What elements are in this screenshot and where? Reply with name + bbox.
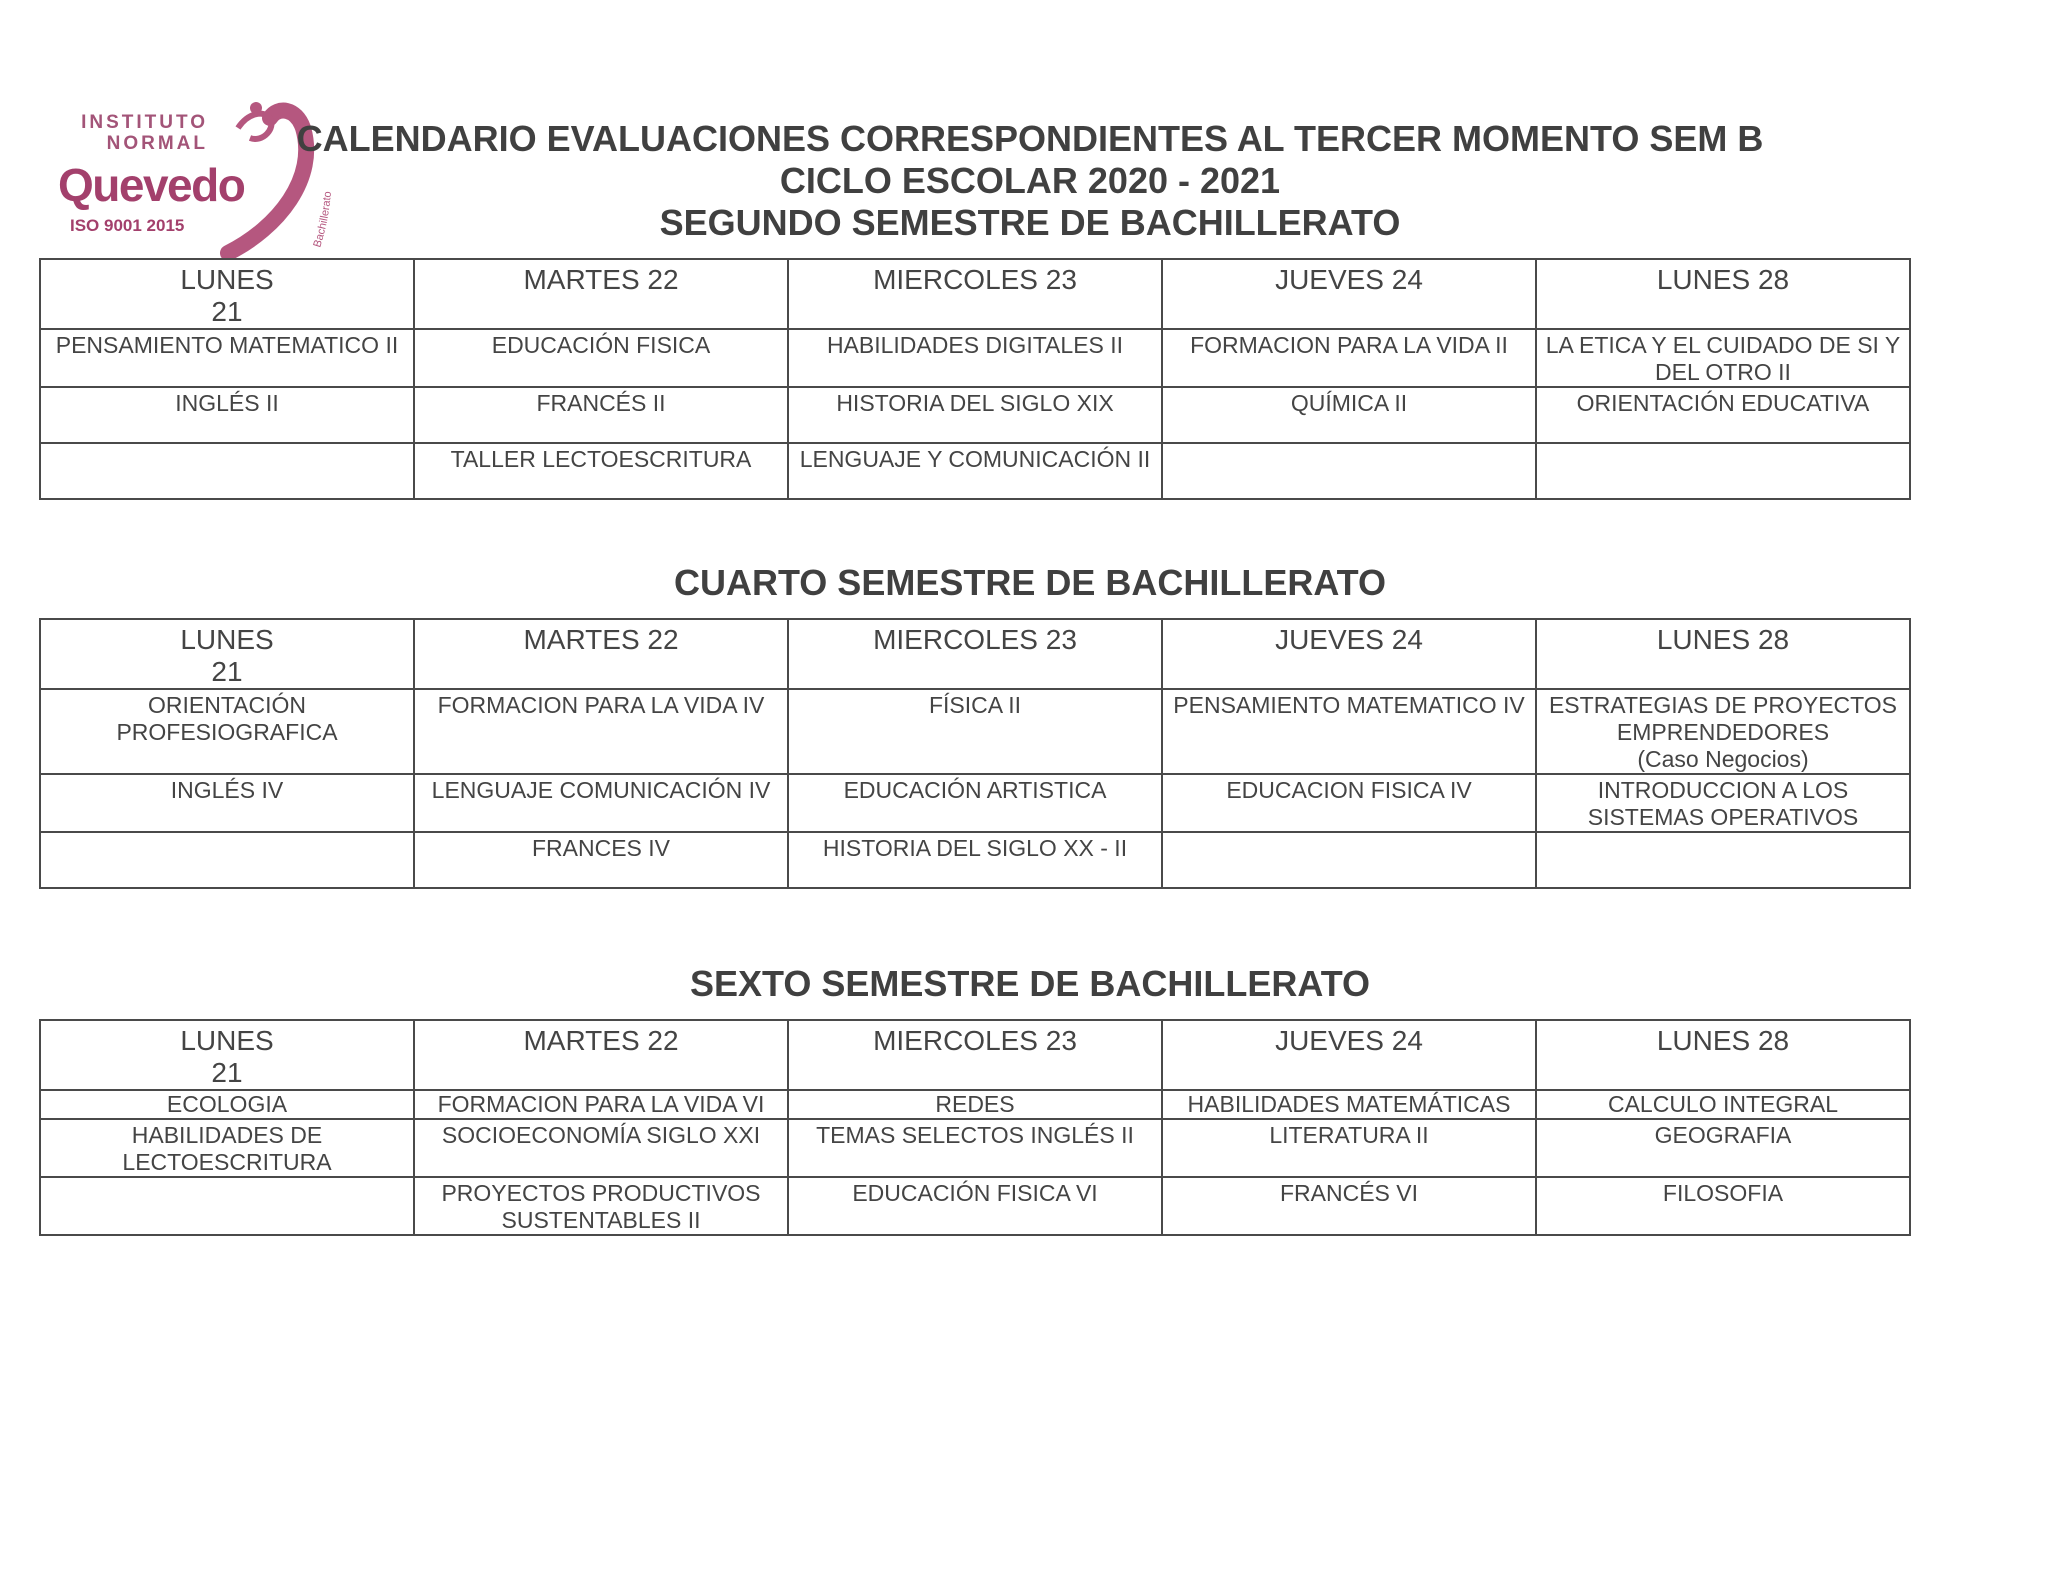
exam-cell: HISTORIA DEL SIGLO XX - II [788,832,1162,888]
exam-cell: CALCULO INTEGRAL [1536,1090,1910,1119]
exam-cell: EDUCACION FISICA IV [1162,774,1536,832]
schedule-table-cuarto [39,618,1911,889]
section-title-cuarto: CUARTO SEMESTRE DE BACHILLERATO [673,562,1387,603]
exam-cell [1536,443,1910,499]
exam-cell: PROYECTOS PRODUCTIVOS SUSTENTABLES II [414,1177,788,1235]
exam-cell: ECOLOGIA [40,1090,414,1119]
school-cycle: CICLO ESCOLAR 2020 - 2021 [779,160,1281,201]
svg-text:Bachillerato [311,191,333,249]
exam-cell: HISTORIA DEL SIGLO XIX [788,387,1162,443]
exam-cell: HABILIDADES DE LECTOESCRITURA [40,1119,414,1177]
exam-cell: PENSAMIENTO MATEMATICO II [40,329,414,387]
section-title-segundo: SEGUNDO SEMESTRE DE BACHILLERATO [659,202,1401,243]
exam-cell: INGLÉS IV [40,774,414,832]
exam-cell: FRANCÉS II [414,387,788,443]
exam-cell: ORIENTACIÓN EDUCATIVA [1536,387,1910,443]
logo-emblem-icon [208,88,338,258]
exam-cell [40,832,414,888]
exam-cell: TEMAS SELECTOS INGLÉS II [788,1119,1162,1177]
day-header: LUNES 28 [1536,259,1910,329]
day-header: MIERCOLES 23 [788,1020,1162,1090]
exam-cell: FRANCÉS VI [1162,1177,1536,1235]
schedule-table-sexto [39,1019,1911,1236]
exam-cell [40,443,414,499]
table-row [40,387,1910,443]
day-header: MIERCOLES 23 [788,619,1162,689]
table-row [40,689,1910,774]
logo-arc-text: Bachillerato [311,190,334,249]
exam-cell: HABILIDADES DIGITALES II [788,329,1162,387]
exam-cell: FILOSOFIA [1536,1177,1910,1235]
table-row [40,329,1910,387]
day-header: MARTES 22 [414,1020,788,1090]
exam-cell: FORMACION PARA LA VIDA IV [414,689,788,774]
day-header: MIERCOLES 23 [788,259,1162,329]
table-header-row [40,259,1910,329]
table-row [40,774,1910,832]
exam-cell: ESTRATEGIAS DE PROYECTOS EMPRENDEDORES (Caso Negocios) [1536,689,1910,774]
exam-cell: EDUCACIÓN FISICA VI [788,1177,1162,1235]
day-header: MARTES 22 [414,619,788,689]
exam-cell: ORIENTACIÓN PROFESIOGRAFICA [40,689,414,774]
day-header: JUEVES 24 [1162,1020,1536,1090]
day-header: JUEVES 24 [1162,259,1536,329]
day-header: JUEVES 24 [1162,619,1536,689]
exam-cell: PENSAMIENTO MATEMATICO IV [1162,689,1536,774]
table-header-row [40,1020,1910,1090]
exam-cell: HABILIDADES MATEMÁTICAS [1162,1090,1536,1119]
table-row [40,1119,1910,1177]
logo-institute-text: INSTITUTO NORMAL [81,112,208,154]
exam-cell: FORMACION PARA LA VIDA II [1162,329,1536,387]
exam-cell: FRANCES IV [414,832,788,888]
exam-cell: GEOGRAFIA [1536,1119,1910,1177]
exam-cell [40,1177,414,1235]
exam-cell: INTRODUCCION A LOS SISTEMAS OPERATIVOS [1536,774,1910,832]
exam-cell: LA ETICA Y EL CUIDADO DE SI Y DEL OTRO II [1536,329,1910,387]
exam-cell [1162,443,1536,499]
schedule-table-segundo [39,258,1911,500]
exam-cell: LENGUAJE Y COMUNICACIÓN II [788,443,1162,499]
exam-cell: FÍSICA II [788,689,1162,774]
exam-cell: LENGUAJE COMUNICACIÓN IV [414,774,788,832]
table-row [40,443,1910,499]
exam-cell: FORMACION PARA LA VIDA VI [414,1090,788,1119]
document-title: CALENDARIO EVALUACIONES CORRESPONDIENTES AL TERCER MOMENTO SEM B [296,118,1764,159]
logo-iso-text: ISO 9001 2015 [70,216,185,235]
exam-cell: SOCIOECONOMÍA SIGLO XXI [414,1119,788,1177]
exam-cell: TALLER LECTOESCRITURA [414,443,788,499]
exam-cell: LITERATURA II [1162,1119,1536,1177]
day-header: LUNES 28 [1536,619,1910,689]
table-row [40,1177,1910,1235]
case-note: (Caso Negocios) [1637,746,1809,772]
day-header: LUNES 21 [40,619,414,689]
table-row [40,832,1910,888]
table-header-row [40,619,1910,689]
day-header: LUNES 21 [40,1020,414,1090]
logo-brand-name: Quevedo [58,159,245,211]
day-header: LUNES 21 [40,259,414,329]
exam-cell [1162,832,1536,888]
exam-cell: EDUCACIÓN ARTISTICA [788,774,1162,832]
table-row [40,1090,1910,1119]
exam-cell: INGLÉS II [40,387,414,443]
section-title-sexto: SEXTO SEMESTRE DE BACHILLERATO [689,963,1371,1004]
exam-cell: EDUCACIÓN FISICA [414,329,788,387]
institute-logo [58,88,334,258]
exam-cell [1536,832,1910,888]
day-header: LUNES 28 [1536,1020,1910,1090]
exam-cell: REDES [788,1090,1162,1119]
day-header: MARTES 22 [414,259,788,329]
exam-cell: QUÍMICA II [1162,387,1536,443]
